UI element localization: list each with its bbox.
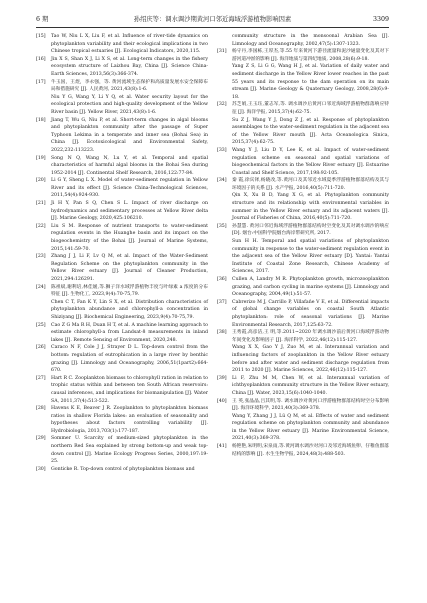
reference-text: Gonticke R. Top-down control of phytoplankton biomass and xyxy=(51,466,195,472)
reference-number: [41] xyxy=(217,444,227,450)
reference-entry xyxy=(217,147,389,177)
reference-number: [16] xyxy=(36,56,46,62)
issue-number: 6 期 xyxy=(36,16,49,23)
page-number: 3309 xyxy=(372,16,389,23)
reference-text: Sun H H. Temporal and spatial variations of phytoplankton community in response to the water-sediment regulation event in the adjacent sea of the Yellow River estuary [D]. Yantai: Yantai Institute of Coastal Zone Research, Chinese Academy of Sciences, 2017. xyxy=(232,239,389,275)
reference-entry xyxy=(36,94,208,117)
reference-entry xyxy=(217,344,389,374)
reference-text: 秦 霞,徐宾铎,杨晓改,等.黄河口及其邻近水域夏季浮游植物群落结构及其与环境因子的关系 [J]. 水产学报, 2016,40(5):711-720. xyxy=(232,178,389,191)
reference-entry xyxy=(36,299,208,322)
reference-text: Zhang J J, Li F, Lv Q M, et al. Impact of the Water-Sediment Regulation Scheme on the phytoplankton community in the Yellow River estuary [J]. Journal of Cleaner Production, 2021,294:126291. xyxy=(51,254,208,282)
reference-text: Li G Y, Sheng L X. Model of water-sediment regulation in Yellow River and its effect [J]. Science China-Technological Sciences, 2011,54(4):924-930. xyxy=(51,178,208,199)
reference-text: Chen C T, Fan K Y, Lin S X, et al. Distribution characteristics of phytoplankton abundance and chlorophyll-a concentration in Shiziyang [J]. Biochemical Engineering, 2023,9(4):70-75,79. xyxy=(51,299,208,320)
reference-text: Sommer U. Scarcity of medium-sized phytoplankton in the northern Red Sea explained by strong bottom-up and weak top-down control [J]. Marine Ecology Progress Series, 2000,197:19-25. xyxy=(51,436,208,465)
reference-entry xyxy=(36,435,208,465)
reference-number: [20] xyxy=(36,178,46,184)
reference-text: Cullen A, Landry M R. Phytoplankton growth, microzooplankton grazing, and carbon cycling in marine systems [J]. Limnology and Oceanography, 2004,49(1):51-57. xyxy=(232,277,389,298)
reference-entry xyxy=(36,253,208,283)
reference-number: [34] xyxy=(217,178,227,184)
running-header xyxy=(36,14,389,26)
reference-entry xyxy=(217,33,389,48)
reference-text: 王秀霞,高彦洁,王 明,等.2011~2020 年调水调沙前后黄河口海域浮游动物年间变化及影响因子 [J]. 海洋科学, 2022,46(12):115-127. xyxy=(232,330,389,343)
reference-number: [35] xyxy=(217,223,227,229)
reference-number: [27] xyxy=(36,375,46,381)
reference-entry xyxy=(217,177,389,192)
reference-number: [33] xyxy=(217,147,227,153)
reference-number: [30] xyxy=(36,466,46,472)
reference-text: Wang X X, Gao Y J, Zuo M, et al. Interannual variation and influencing factors of zooplankton in the Yellow River estuary before and after water and sediment discharge regulation from 2011 to 2020 [J]. Marine Sciences, 2022,46(12):115-127. xyxy=(232,345,389,374)
reference-text: Cabrerizo M J, Carrillo P, Villafañe V E, et al. Differential impacts of global change variables on coastal South Atlantic phytoplankton: role of seasonal variations [J]. Marine Environmental Research, 2017,125:63-72. xyxy=(232,299,389,328)
reference-entry xyxy=(217,276,389,299)
reference-number: [22] xyxy=(36,223,46,229)
reference-text: Caraco N F, Cole J J, Strayer D L. Top-down control from the bottom: regulation of eutrophication in a large river by benthic grazing [J]. Limnology and Oceanography, 2006,51(1part2):664-670. xyxy=(51,345,208,374)
reference-entry xyxy=(36,155,208,178)
reference-number: [37] xyxy=(217,299,227,305)
reference-text: 陈祖斌,谢利培,林佳媛,等.狮子洋水域浮游植物丰度与叶绿素 a 浓度的分布特征 [J]. 生物化工, 2023,9(4):70-75,79. xyxy=(51,284,208,298)
header-rule xyxy=(36,27,389,28)
reference-text: Song N Q, Wang N, Lu Y, et al. Temporal and spatial characteristics of harmful algal blooms in the Bohai Sea during 1952-2014 [J]. Continental Shelf Research, 2016,122:77-84. xyxy=(51,155,208,176)
reference-entry xyxy=(217,117,389,147)
reference-number: [26] xyxy=(36,345,46,351)
reference-number: [21] xyxy=(36,201,46,207)
reference-text: community structure in the monsoonal Arabian Sea [J]. Limnology and Oceanography, 2002,47(5):1307-1323. xyxy=(232,34,389,47)
reference-text: Tao W, Niu L X, Liu F, et al. Influence of river-tide dynamics on phytoplankton variability and their ecological implications in two Chinese tropical estuaries [J]. Ecological Indicators, 2020,115. xyxy=(51,34,208,55)
reference-column-right xyxy=(217,33,389,458)
reference-number: [23] xyxy=(36,254,46,260)
reference-number: [17] xyxy=(36,79,46,85)
reference-entry xyxy=(217,48,389,63)
reference-entry xyxy=(217,223,389,238)
reference-text: Hart R C. Zooplankton biomass to chlorophyll ration in relation to trophic status within and between ten South African reservoirs: causal inferences, and implications for biomanipulation [J]. Water SA, 2011,37(4):513-522. xyxy=(51,375,208,404)
reference-entry xyxy=(36,322,208,345)
reference-entry xyxy=(217,192,389,222)
reference-text: Li F, Zhu M M, Chen W, et al. Interannual variation of ichthyoplankton community structure in the Yellow River estuary, China [J]. Water, 2023,15(6):1040-1040. xyxy=(232,375,389,396)
reference-text: 孙慧慧. 黄河口邻近海域浮游植物群落结构时空变化及其对调水调沙的响应 [D]. 烟台:中国科学院烟台海岸带研究所, 2017. xyxy=(232,223,389,237)
reference-entry xyxy=(217,413,389,443)
reference-number: [40] xyxy=(217,398,227,404)
reference-column-left xyxy=(36,33,208,473)
reference-text: Havens K E, Beaver J R. Zooplankton to phytoplankton biomass ratios in shallow Florida lakes: an evaluation of seasonality and hypotheses about factors controlling variability [J]. Hydrobiologia, 2013,703(1):177-187. xyxy=(51,406,208,434)
reference-text: Ji H Y, Pan S Q, Chen S L. Impact of river discharge on hydrodynamics and sedimentary processes at Yellow River delta [J]. Marine Geology, 2020,425:106210. xyxy=(51,201,208,222)
reference-text: Qin X, Xu B D, Yang X G, et al. Phytoplankton community structure and its relationship with environmental variables in summer in the Yellow River estuary and its adjacent waters [J]. Journal of Fisheries of China, 2016,40(5):711-720. xyxy=(232,193,389,222)
reference-entry xyxy=(36,375,208,405)
reference-text: 杨艳艳,朱明明,宋泉雨,等.黄河调水调沙对河口及邻近海域鱼卵、仔稚鱼群落结构的影响 [J]. 水生生物学报, 2024,48(3):488-503. xyxy=(232,444,389,457)
reference-entry xyxy=(36,284,208,299)
reference-entry xyxy=(217,329,389,344)
reference-entry xyxy=(217,398,389,413)
reference-number: [18] xyxy=(36,117,46,123)
reference-entry xyxy=(217,299,389,329)
running-title: 孙绍庆等：调水调沙期黄河口邻近海域浮游植物影响因素 xyxy=(133,16,292,23)
reference-entry xyxy=(36,200,208,223)
reference-text: 王 英,张晶晶,吕其明,等. 调水调沙对黄河口浮游植物群落结构时空分布影响 [J]. 海洋环境科学, 2021,40(3):369-378. xyxy=(232,398,389,412)
reference-number: [24] xyxy=(36,284,46,290)
reference-entry xyxy=(36,405,208,435)
reference-number: [19] xyxy=(36,155,46,161)
reference-entry xyxy=(217,443,389,458)
reference-text: 杨守丹,李国栋,王厚杰,等.55 年来黄河下游径流量和泥沙通量变化及其对下游河道冲淤的影响 [J]. 海洋地质与第四纪地质, 2008,28(6):9-18. xyxy=(232,49,389,62)
reference-entry xyxy=(36,117,208,155)
reference-number: [39] xyxy=(217,375,227,381)
reference-entry xyxy=(36,223,208,253)
reference-text: Wang Y, Zhang J J, Lü Q M, et al. Effects of water and sediment regulation scheme on phytoplankton community and abundance in the Yellow River estuary [J]. Marine Environmental Science, 2021,40(3):369-378. xyxy=(232,413,389,442)
reference-entry xyxy=(36,466,208,474)
reference-number: [29] xyxy=(36,436,46,442)
reference-text: Su Z J, Wang Y J, Dong Z J, et al. Response of phytoplankton assemblages to the water-sediment regulation in the adjacent sea of the Yellow River mouth [J]. Acta Oceanologica Sinica, 2015,37(4):62-75. xyxy=(232,117,389,146)
reference-entry xyxy=(217,63,389,101)
reference-text: Yang Z S, Li G G, Wang H J, et al. Variation of daily water and sediment discharge in the Yellow River lower reaches in the past 55 years and its response to the dam operation on its main stream [J]. Marine Geology & Quaternary Geology, 2008,28(6):9-18. xyxy=(232,64,389,100)
reference-number: [36] xyxy=(217,277,227,282)
reference-number: [25] xyxy=(36,322,46,328)
reference-text: Jin X S, Shan X J, Li X S, et al. Long-term changes in the fishery ecosystem structure of Laizhou Bay, China [J]. Science China-Earth Sciences, 2013,56(3):366-374. xyxy=(51,56,208,77)
reference-text: Niu Y G, Wang Y, Li Y Q, et al. Water security layout for the ecological protection and high-quality development of the Yellow River basin [J]. Yellow River, 2021,43(8):1-6. xyxy=(51,94,208,115)
reference-text: Cao Z G Ma R H, Duan H T, et al. A machine learning approach to estimate chlorophyll-a from Landsat-8 measurements in inland lakes [J]. Remote Sensing of Environment, 2020,248. xyxy=(51,322,208,343)
reference-text: Jiang T, Wu G, Niu P, et al. Short-term changes in algal blooms and phytoplankton community after the passage of Super Typhoon Lekima in a temperate and inner sea (Bohai Sea) in China [J]. Ecotoxicological and Environmental Safety, 2022,232:113223. xyxy=(51,117,208,153)
reference-text: Wang Y J, Liu D Y, Lee K, et al. Impact of water-sediment regulation scheme on seasonal and spatial variations of biogeochemical factors in the Yellow River estuary [J]. Estuarine Coastal and Shelf Science, 2017,198:92-105. xyxy=(232,147,389,176)
reference-entry xyxy=(217,238,389,276)
reference-entry xyxy=(217,101,389,116)
reference-text: 苏芝娟,王玉珏,董志军,等. 调水调沙后黄河口邻近海域浮游植物群落响应特征 [J]. 海洋学报, 2015,37(4):62-75. xyxy=(232,102,389,115)
reference-entry xyxy=(217,375,389,398)
reference-entry xyxy=(36,344,208,374)
reference-entry xyxy=(36,79,208,94)
reference-entry xyxy=(36,56,208,79)
reference-text: Liu S M. Response of nutrient transports to water-sediment regulation events in the Huanghe basin and its impact on the biogeochemistry of the Bohai [J]. Journal of Marine Systems, 2015,141:59-70. xyxy=(51,223,208,252)
reference-number: [15] xyxy=(36,34,46,39)
reference-number: [31] xyxy=(217,49,227,55)
reference-number: [28] xyxy=(36,406,46,412)
reference-number: [32] xyxy=(217,102,227,108)
reference-entry xyxy=(36,177,208,200)
reference-entry xyxy=(36,33,208,56)
reference-text: 牛玉国，王煜，李永强，等. 黄河流域生态保护和高质量发展水安全保障布局和措施研究 [J]. 人民黄河, 2021,43(8):1-6. xyxy=(51,79,208,93)
reference-number: [38] xyxy=(217,330,227,336)
